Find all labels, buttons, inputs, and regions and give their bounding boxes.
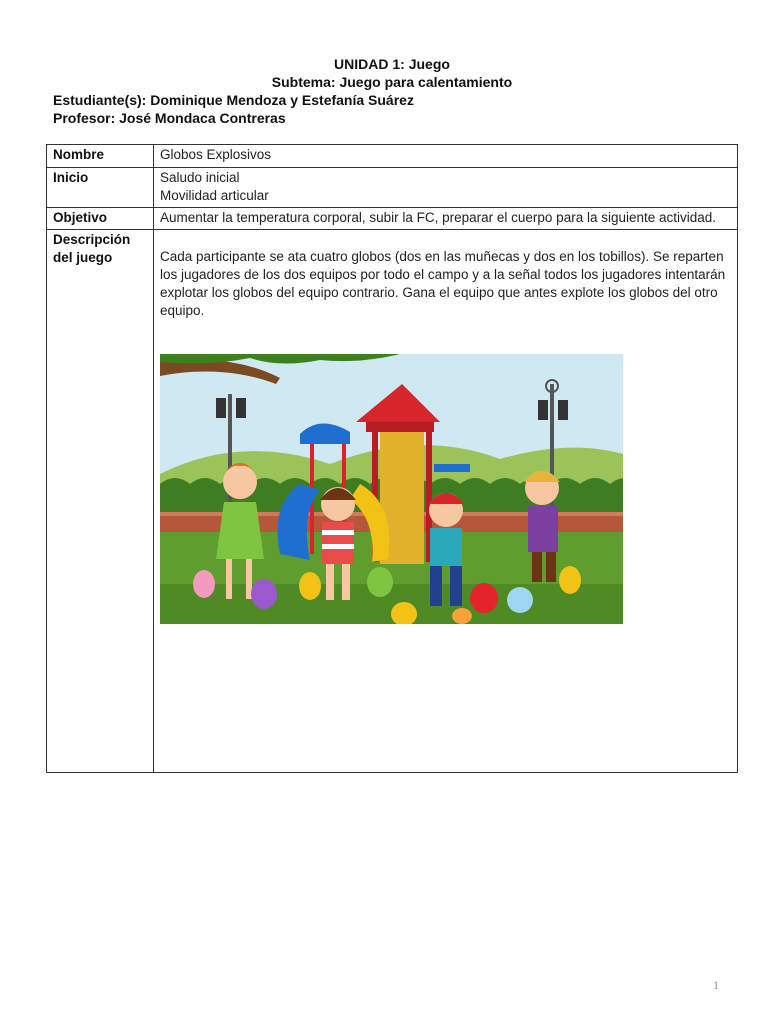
description-cell bbox=[154, 230, 738, 773]
name-value: Globos Explosivos bbox=[154, 145, 738, 168]
students-line: Estudiante(s): Dominique Mendoza y Estefanía Suárez bbox=[53, 92, 414, 108]
game-plan-table bbox=[46, 144, 738, 773]
start-line: Movilidad articular bbox=[160, 188, 269, 203]
objective-label: Objetivo bbox=[47, 208, 154, 230]
teacher-line: Profesor: José Mondaca Contreras bbox=[53, 110, 286, 126]
subtopic-title: Subtema: Juego para calentamiento bbox=[271, 74, 513, 90]
objective-value: Aumentar la temperatura corporal, subir la FC, preparar el cuerpo para la siguiente actividad. bbox=[154, 208, 738, 230]
table-row bbox=[47, 208, 738, 230]
name-label: Nombre bbox=[47, 145, 154, 168]
table-row bbox=[47, 145, 738, 168]
description-label-line: del juego bbox=[53, 250, 113, 265]
playground-children-balloons-illustration bbox=[160, 354, 623, 624]
description-value: Cada participante se ata cuatro globos (dos en las muñecas y dos en los tobillos). Se reparten los jugadores de los dos equipos por todo el campo y a la señal todos los jugadores intentarán explotar los globos del equipo contrario. Gana el equipo que antes explote los globos del otro equipo. bbox=[160, 249, 726, 318]
page-number: 1 bbox=[713, 978, 719, 992]
description-label bbox=[47, 230, 154, 773]
start-value bbox=[154, 168, 738, 208]
start-line: Saludo inicial bbox=[160, 170, 240, 185]
table-row bbox=[47, 230, 738, 773]
unit-title: UNIDAD 1: Juego bbox=[334, 56, 450, 72]
start-label: Inicio bbox=[47, 168, 154, 208]
description-label-line: Descripción bbox=[53, 232, 131, 247]
table-row bbox=[47, 168, 738, 208]
